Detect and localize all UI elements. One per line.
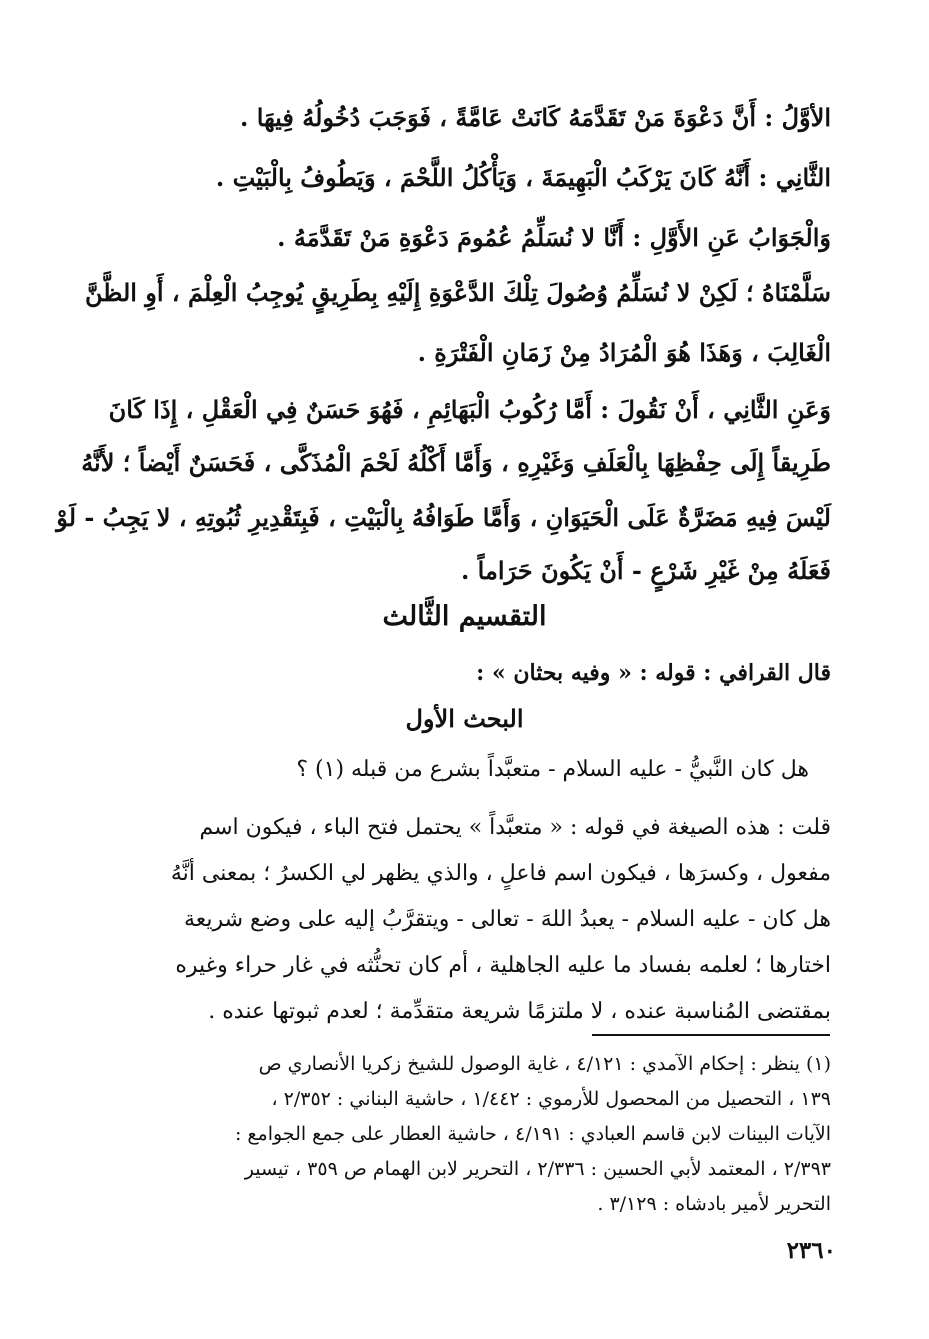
question-line: هل كان النَّبيُّ - عليه السلام - متعبَّداً بشرع من قبله (١) ؟ bbox=[296, 757, 809, 782]
subsection-heading: البحث الأول bbox=[405, 704, 524, 733]
paragraph-line-2: الثَّانِي : أَنَّهُ كَانَ يَرْكَبُ الْبَهِيمَةَ ، وَيَأْكُلُ اللَّحْمَ ، وَيَطُوفُ بِالْبَيْتِ . bbox=[215, 163, 831, 192]
paragraph-line-9: فَعَلَهُ مِنْ غَيْرِ شَرْعٍ - أَنْ يَكُونَ حَرَاماً . bbox=[460, 556, 831, 585]
footnote-line-1: (١) ينظر : إحكام الآمدي : ٤/١٢١ ، غاية الوصول للشيخ زكريا الأنصاري ص bbox=[258, 1053, 831, 1075]
paragraph-line-6: وَعَنِ الثَّانِي ، أَنْ نَقُولَ : أَمَّا رُكُوبُ الْبَهَائِمِ ، فَهُوَ حَسَنٌ فِي الْعَقْلِ ، إِذَا كَانَ bbox=[108, 395, 831, 424]
paragraph-line-4: سَلَّمْنَاهُ ؛ لَكِنْ لا نُسَلِّمُ وُصُولَ تِلْكَ الدَّعْوَةِ إِلَيْهِ بِطَرِيقٍ يُوجِبُ الْعِلْمَ ، أَوِ الظَّنَّ bbox=[84, 278, 831, 307]
paragraph-line-7: طَرِيقاً إِلَى حِفْظِهَا بِالْعَلَفِ وَغَيْرِهِ ، وَأَمَّا أَكْلُهُ لَحْمَ الْمُذَكَّى ، فَحَسَنٌ أَيْضاً ؛ لأَنَّهُ bbox=[81, 448, 831, 477]
footnote-line-3: الآيات البينات لابن قاسم العبادي : ٤/١٩١ ، حاشية العطار على جمع الجوامع : bbox=[234, 1123, 831, 1145]
paragraph-line-8: لَيْسَ فِيهِ مَضَرَّةٌ عَلَى الْحَيَوَانِ ، وَأَمَّا طَوَافُهُ بِالْبَيْتِ ، فَبِتَقْدِيرِ ثُبُوتِهِ ، لا يَجِبُ - لَوْ bbox=[56, 503, 831, 532]
footnote-line-5: التحرير لأمير بادشاه : ٣/١٢٩ . bbox=[597, 1193, 831, 1215]
footnote-divider bbox=[592, 1034, 830, 1036]
paragraph-line-5: الْغَالِبَ ، وَهَذَا هُوَ الْمُرَادُ مِنْ زَمَانِ الْفَتْرَةِ . bbox=[417, 338, 831, 367]
commentary-line-2: مفعول ، وكسرَها ، فيكون اسم فاعلٍ ، والذي يظهر لي الكسرُ ؛ بمعنى أنَّهُ bbox=[170, 861, 831, 886]
paragraph-line-3: وَالْجَوَابُ عَنِ الأَوَّلِ : أَنَّا لا نُسَلِّمُ عُمُومَ دَعْوَةِ مَنْ تَقَدَّمَهُ . bbox=[277, 223, 831, 252]
page-number: ٢٣٦٠ bbox=[786, 1237, 836, 1264]
quote-line: قال القرافي : قوله : « وفيه بحثان » : bbox=[476, 660, 831, 686]
commentary-line-1: قلت : هذه الصيغة في قوله : « متعبَّداً » يحتمل فتح الباء ، فيكون اسم bbox=[199, 815, 831, 840]
commentary-line-5: بمقتضى المُناسبة عنده ، لا ملتزمًا شريعة متقدِّمة ؛ لعدم ثبوتها عنده . bbox=[208, 999, 831, 1024]
commentary-line-3: هل كان - عليه السلام - يعبدُ اللهَ - تعالى - ويتقرَّبُ إليه على وضع شريعة bbox=[183, 907, 831, 932]
footnote-line-4: ٢/٣٩٣ ، المعتمد لأبي الحسين : ٢/٣٣٦ ، التحرير لابن الهمام ص ٣٥٩ ، تيسير bbox=[244, 1158, 831, 1180]
commentary-line-4: اختارها ؛ لعلمه بفساد ما عليه الجاهلية ، أم كان تحنُّثه في غار حراء وغيره bbox=[175, 953, 831, 978]
paragraph-line-1: الأوَّلُ : أَنَّ دَعْوَةَ مَنْ تَقَدَّمَهُ كَانَتْ عَامَّةً ، فَوَجَبَ دُخُولُهُ فِيهَا . bbox=[240, 103, 831, 132]
footnote-line-2: ١٣٩ ، التحصيل من المحصول للأرموي : ١/٤٤٢ ، حاشية البناني : ٢/٣٥٢ ، bbox=[271, 1088, 831, 1110]
section-heading: التقسيم الثَّالث bbox=[382, 601, 547, 632]
